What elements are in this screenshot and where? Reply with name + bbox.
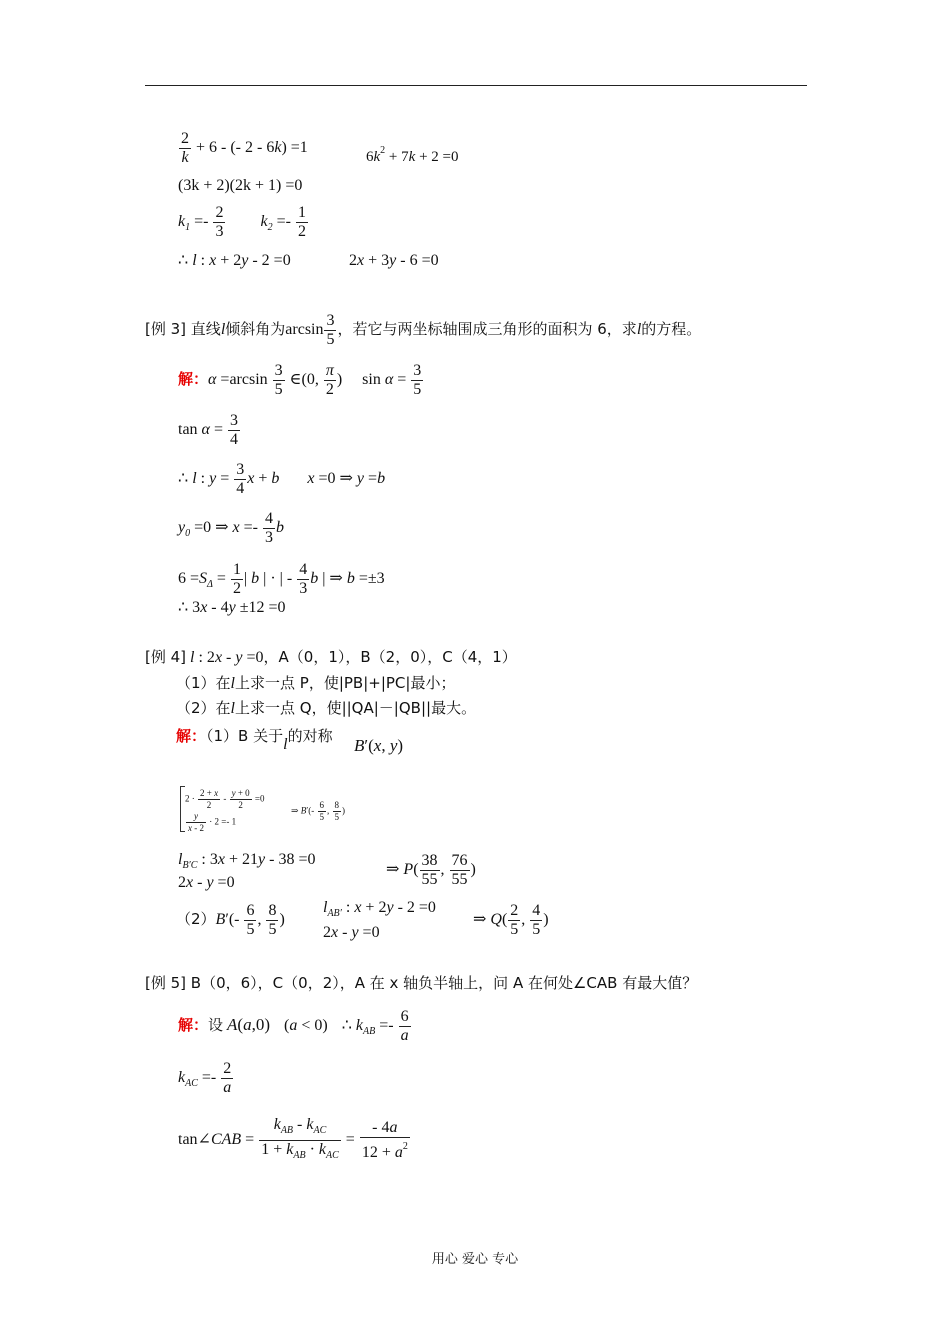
ex5-step-3: tan∠CAB = $\frac{k_{AB} - k_{AC}}{1 + k_{AB} \cdot k_{AC}}$ = $\frac{- 4a}{12 + a^2}$	[178, 1116, 408, 1161]
ex5-step-1: 解：设 A(a,0) (a < 0) ∴ $k_{AB}$ =- $\frac{6}{a}$	[178, 1008, 409, 1044]
ex4-part2-bprime: （2）B′(- $\frac{6}{5}$ , $\frac{8}{5}$ )	[176, 902, 285, 938]
eq-factored: (3k + 2)(2k + 1) =0	[178, 177, 303, 194]
ex5-step-2: $k_{AC}$ =- $\frac{2}{a}$	[178, 1060, 232, 1096]
ex3-step-4: $y_0 =0$ ⇒ x =- $\frac{4}{3}$ b	[178, 510, 285, 546]
ex3-step-6: ∴ 3x - 4y ±12 =0	[178, 599, 286, 616]
example-3-question: [例 3] 直线l倾斜角为arcsin $\frac{3}{5}$ ，若它与两坐标轴围成三角形的面积为 6，求l的方程。	[145, 312, 702, 348]
line-l-1: 2x - y =0	[178, 874, 235, 891]
eq-quadratic: $6k^2 + 7k + 2 =0$	[366, 145, 459, 165]
point-p-result: ⇒ P( $\frac{38}{55}$ , $\frac{76}{55}$ )	[386, 852, 476, 888]
line-ab: $l_{AB'}$ : x + 2y - 2 =0	[323, 899, 436, 919]
eq-roots: $k_1$ =- $\frac{2}{3}$ $k_2$ =- $\frac{1}{2}$	[178, 204, 306, 240]
ex3-step-5: $6 =S_\Delta$ = $\frac{1}{2}$ | b | · | - $\frac{4}{3}$ b | ⇒ b =±3	[178, 561, 385, 597]
header-rule	[145, 85, 807, 86]
point-q-result: ⇒ Q( $\frac{2}{5}$ , $\frac{4}{5}$ )	[473, 902, 549, 938]
line-bc: $l_{B'C}$ : 3x + 21y - 38 =0	[178, 851, 316, 871]
ex3-step-1: 解：α =arcsin $\frac{3}{5}$ ∈(0, $\frac{\pi}{2}$ ) sin α = $\frac{3}{5}$	[178, 362, 422, 398]
line-l-2: 2x - y =0	[323, 924, 380, 941]
system-row-1: 2 · $\frac{2 + x}{2}$ - $\frac{y + 0}{2}$ =0	[185, 788, 265, 810]
system-row-2: $\frac{y}{x - 2}$ · 2 =- 1	[188, 811, 237, 833]
eq-result-1: ∴ l : x + 2y - 2 =0	[178, 252, 291, 269]
ex3-step-3: ∴ l : y = $\frac{3}{4}$ x + b x =0 ⇒ y =b	[178, 461, 386, 497]
ex4-part-2: （2）在l上求一点 Q，使||QA|－|QB||最大。	[176, 699, 477, 717]
example-5-question: [例 5] B（0，6），C（0，2），A 在 x 轴负半轴上，问 A 在何处∠CAB 有最大值？	[145, 974, 698, 992]
system-result: ⇒ B′(- $\frac{6}{5}$ , $\frac{8}{5}$ )	[291, 800, 346, 822]
example-4-question: [例 4] l : 2x - y =0，A（0，1），B（2，0），C（4，1）	[145, 648, 517, 666]
ex4-part-1: （1）在l上求一点 P，使|PB|+|PC|最小；	[176, 674, 456, 692]
ex4-symmetric-point: B′(x, y)	[354, 736, 404, 755]
ex4-solution-1: 解：（1）B 关于l的对称	[176, 727, 333, 753]
ex3-step-2: tan α = $\frac{3}{4}$	[178, 412, 238, 448]
eq-line-1: $\frac{2}{k}$ + 6 - (- 2 - 6k) =1	[181, 130, 308, 166]
page-footer: 用心 爱心 专心	[431, 1252, 519, 1267]
eq-result-2: 2x + 3y - 6 =0	[349, 252, 439, 269]
